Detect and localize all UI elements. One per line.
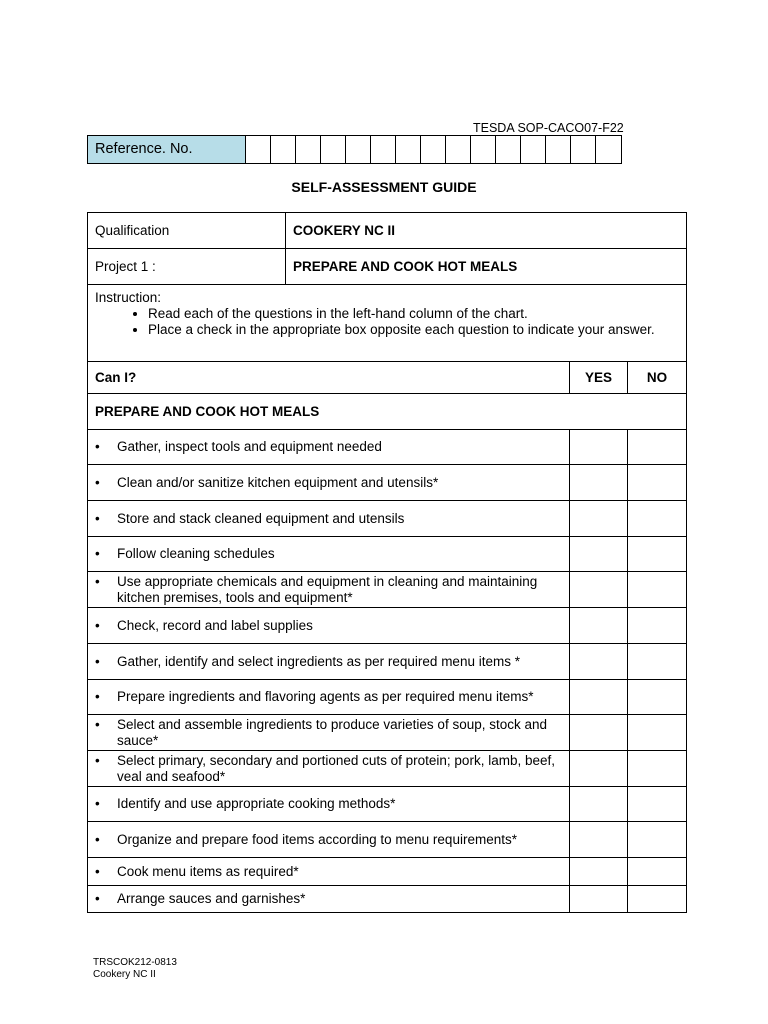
instruction-list: [95, 306, 679, 338]
yes-checkbox[interactable]: [570, 644, 628, 680]
question-text: Select and assemble ingredients to produce varieties of soup, stock and sauce*: [117, 716, 548, 748]
question-text: Follow cleaning schedules: [117, 546, 275, 561]
reference-digit-box[interactable]: [571, 136, 596, 163]
question-cell: [88, 501, 570, 537]
table-row: [88, 501, 687, 537]
reference-digit-box[interactable]: [246, 136, 271, 163]
footer-code: TRSCOK212-0813: [93, 957, 177, 968]
yes-checkbox[interactable]: [570, 787, 628, 822]
qualification-label: Qualification: [88, 213, 286, 249]
document-code: TESDA SOP-CACO07-F22: [473, 121, 624, 135]
question-text: Cook menu items as required*: [117, 863, 299, 879]
question-text: Identify and use appropriate cooking methods*: [117, 796, 396, 811]
question-cell: [88, 430, 570, 465]
bullet-icon: •: [95, 831, 100, 847]
no-checkbox[interactable]: [628, 465, 687, 501]
question-cell: [88, 822, 570, 858]
reference-digit-box[interactable]: [371, 136, 396, 163]
question-cell: [88, 858, 570, 886]
project-row: [88, 249, 687, 285]
question-text: Organize and prepare food items according to menu requirements*: [117, 831, 517, 847]
footer-qualification: Cookery NC II: [93, 969, 156, 980]
table-row: [88, 537, 687, 572]
reference-label: Reference. No.: [88, 136, 246, 163]
column-header-yes: YES: [570, 362, 628, 394]
question-text: Gather, identify and select ingredients as per required menu items *: [117, 653, 520, 669]
instruction-row: [88, 285, 687, 362]
bullet-icon: •: [95, 573, 100, 589]
question-cell: [88, 572, 570, 608]
question-cell: [88, 680, 570, 715]
table-row: [88, 886, 687, 913]
question-cell: [88, 886, 570, 913]
reference-digit-box[interactable]: [471, 136, 496, 163]
question-text: Select primary, secondary and portioned cuts of protein; pork, lamb, beef, veal and seafood*: [117, 752, 555, 784]
question-cell: [88, 787, 570, 822]
no-checkbox[interactable]: [628, 680, 687, 715]
table-row: [88, 465, 687, 501]
instruction-bullet: • Place a check in the appropriate box opposite each question to indicate your answer.: [148, 322, 679, 338]
yes-checkbox[interactable]: [570, 501, 628, 537]
yes-checkbox[interactable]: [570, 608, 628, 644]
yes-checkbox[interactable]: [570, 822, 628, 858]
no-checkbox[interactable]: [628, 430, 687, 465]
question-text: Arrange sauces and garnishes*: [117, 891, 306, 906]
bullet-icon: •: [95, 510, 100, 526]
yes-checkbox[interactable]: [570, 858, 628, 886]
bullet-icon: •: [95, 689, 100, 704]
reference-digit-box[interactable]: [321, 136, 346, 163]
reference-digit-box[interactable]: [521, 136, 546, 163]
instruction-bullet: • Read each of the questions in the left-hand column of the chart.: [148, 306, 679, 322]
instruction-block: [88, 285, 687, 362]
bullet-icon: •: [95, 752, 100, 768]
instruction-label: Instruction:: [95, 290, 162, 305]
no-checkbox[interactable]: [628, 644, 687, 680]
question-text: Clean and/or sanitize kitchen equipment and utensils*: [117, 474, 439, 490]
qualification-value: COOKERY NC II: [286, 213, 687, 249]
reference-number-row: [87, 135, 622, 164]
table-row: [88, 858, 687, 886]
question-cell: [88, 465, 570, 501]
question-cell: [88, 715, 570, 751]
bullet-icon: •: [95, 653, 100, 669]
column-header-question: Can I?: [88, 362, 570, 394]
question-text: Prepare ingredients and flavoring agents as per required menu items*: [117, 689, 534, 704]
no-checkbox[interactable]: [628, 787, 687, 822]
reference-digit-box[interactable]: [446, 136, 471, 163]
table-row: [88, 751, 687, 787]
reference-digit-box[interactable]: [496, 136, 521, 163]
reference-digit-box[interactable]: [271, 136, 296, 163]
question-text: Store and stack cleaned equipment and utensils: [117, 510, 405, 526]
form-title: SELF-ASSESSMENT GUIDE: [291, 179, 477, 195]
table-row: [88, 680, 687, 715]
yes-checkbox[interactable]: [570, 537, 628, 572]
table-row: [88, 572, 687, 608]
bullet-icon: •: [95, 863, 100, 879]
table-row: [88, 715, 687, 751]
bullet-icon: •: [95, 546, 100, 561]
question-cell: [88, 751, 570, 787]
yes-checkbox[interactable]: [570, 465, 628, 501]
question-text: Check, record and label supplies: [117, 617, 313, 633]
question-text: Use appropriate chemicals and equipment in cleaning and maintaining kitchen premises, tools and equipment*: [117, 573, 538, 605]
no-checkbox[interactable]: [628, 858, 687, 886]
question-cell: [88, 644, 570, 680]
bullet-icon: •: [95, 617, 100, 633]
reference-digit-box[interactable]: [421, 136, 446, 163]
no-checkbox[interactable]: [628, 501, 687, 537]
reference-digit-box[interactable]: [396, 136, 421, 163]
project-label: Project 1 :: [88, 249, 286, 285]
yes-checkbox[interactable]: [570, 680, 628, 715]
table-row: [88, 430, 687, 465]
reference-digit-box[interactable]: [546, 136, 571, 163]
column-header-row: [88, 362, 687, 394]
self-assessment-table: [87, 212, 687, 913]
bullet-icon: •: [95, 891, 100, 906]
question-text: Gather, inspect tools and equipment needed: [117, 439, 382, 454]
bullet-icon: •: [95, 474, 100, 490]
reference-digit-box[interactable]: [296, 136, 321, 163]
yes-checkbox[interactable]: [570, 572, 628, 608]
project-value: PREPARE AND COOK HOT MEALS: [286, 249, 687, 285]
yes-checkbox[interactable]: [570, 715, 628, 751]
no-checkbox[interactable]: [628, 537, 687, 572]
column-header-no: NO: [628, 362, 687, 394]
yes-checkbox[interactable]: [570, 751, 628, 787]
no-checkbox[interactable]: [628, 886, 687, 913]
table-row: [88, 822, 687, 858]
no-checkbox[interactable]: [628, 608, 687, 644]
yes-checkbox[interactable]: [570, 430, 628, 465]
table-row: [88, 608, 687, 644]
question-cell: [88, 608, 570, 644]
section-row: [88, 394, 687, 430]
bullet-icon: •: [95, 439, 100, 454]
no-checkbox[interactable]: [628, 822, 687, 858]
no-checkbox[interactable]: [628, 751, 687, 787]
yes-checkbox[interactable]: [570, 886, 628, 913]
table-row: [88, 787, 687, 822]
question-cell: [88, 537, 570, 572]
no-checkbox[interactable]: [628, 572, 687, 608]
section-title: PREPARE AND COOK HOT MEALS: [88, 394, 687, 430]
bullet-icon: •: [95, 716, 100, 732]
page-footer: [93, 957, 177, 981]
reference-digit-box[interactable]: [346, 136, 371, 163]
reference-digit-box[interactable]: [596, 136, 621, 163]
bullet-icon: •: [95, 796, 100, 811]
no-checkbox[interactable]: [628, 715, 687, 751]
qualification-row: [88, 213, 687, 249]
table-row: [88, 644, 687, 680]
